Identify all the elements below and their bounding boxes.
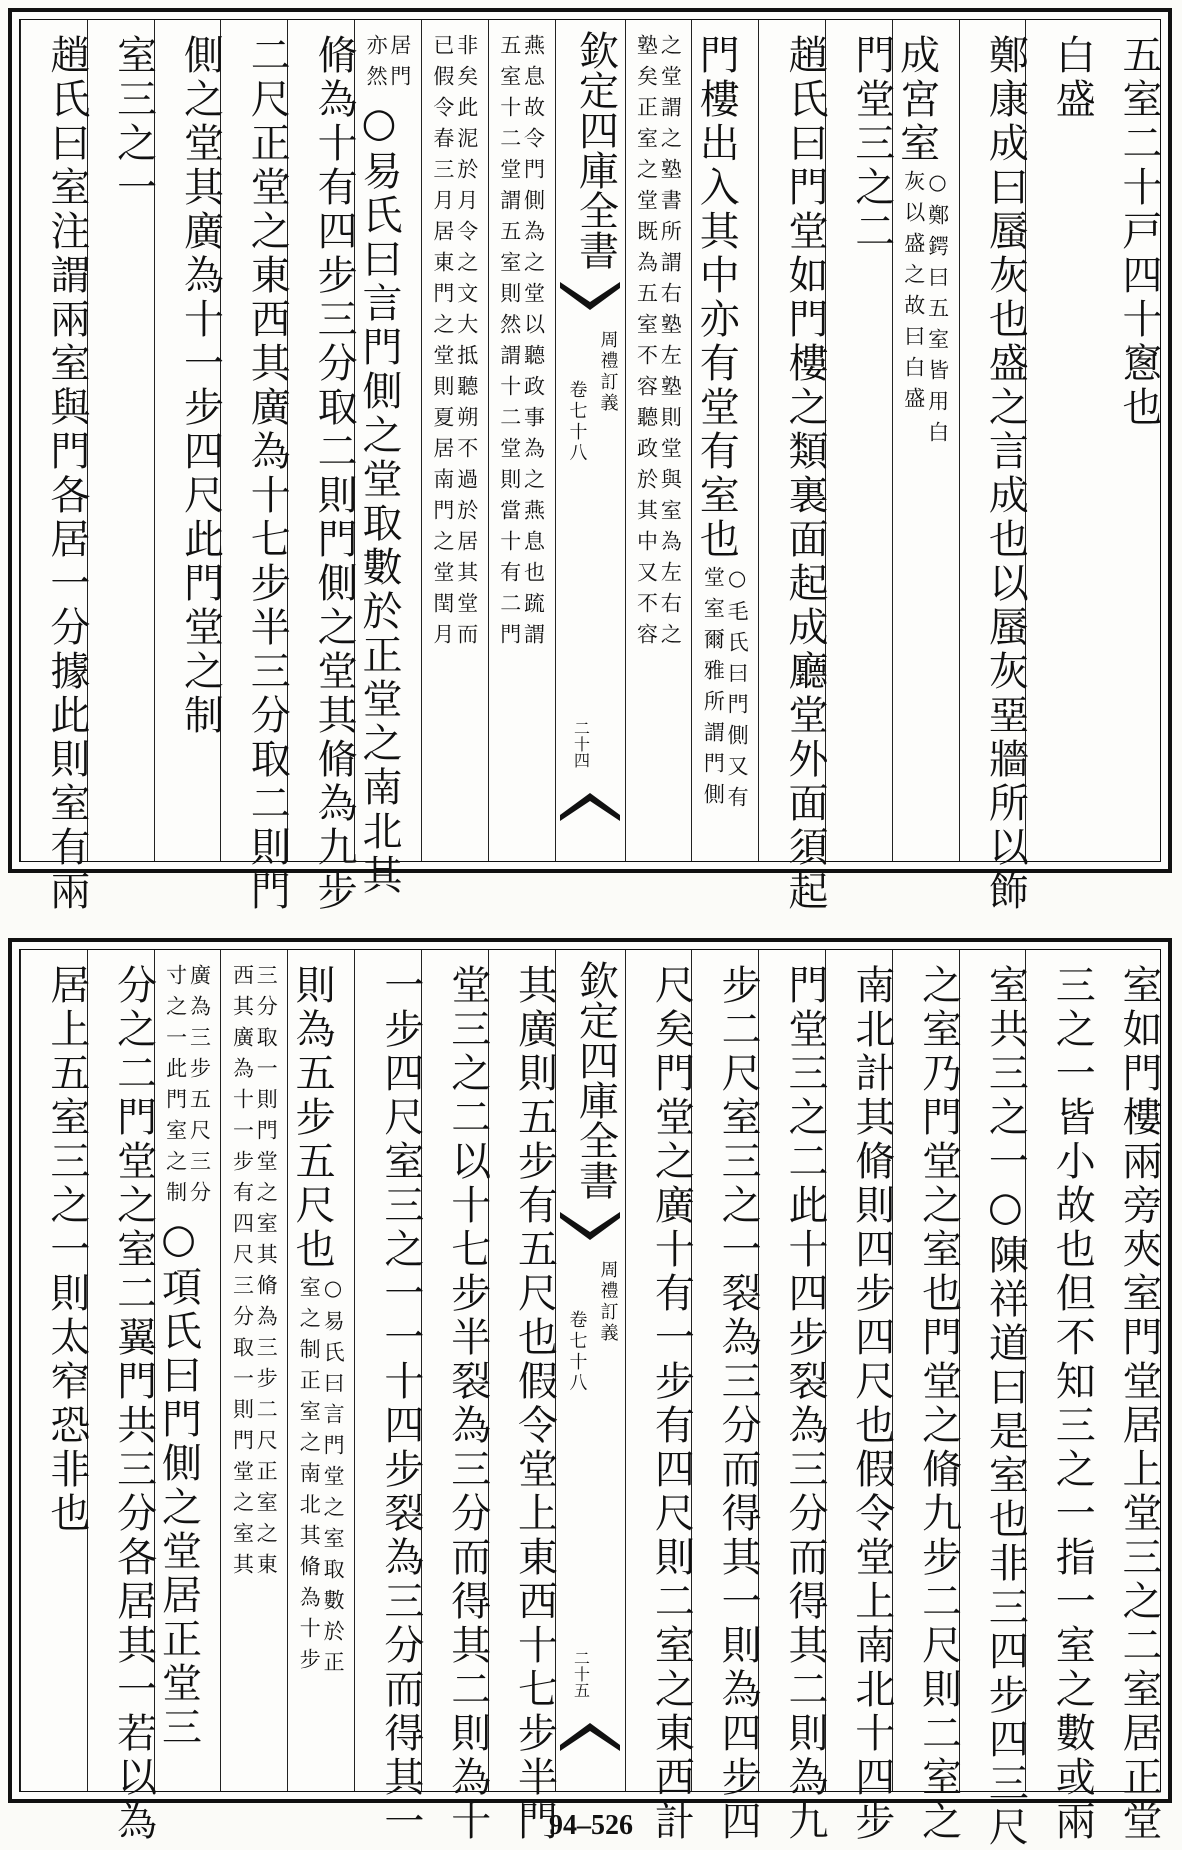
fishtail-mark-bottom-icon bbox=[560, 1723, 620, 1751]
text-column bbox=[220, 950, 287, 1791]
commentary-left: 西其廣為十一步有四尺三分取一則門堂之室其 bbox=[230, 964, 255, 1584]
commentary-left: 五室十二堂謂五室則然謂十二堂則當十有二門 bbox=[497, 34, 522, 654]
column-text: 分之二門堂之室二翼門共三分各居其一若以為 bbox=[110, 964, 157, 1844]
juan-number: 卷七十八 bbox=[566, 380, 588, 464]
commentary-right: 廣為三步五尺三分 bbox=[187, 964, 212, 1212]
column-text: 白盛 bbox=[1049, 34, 1096, 122]
commentary-left: 寸之一此門室之制 bbox=[163, 964, 188, 1212]
column-text: 三之一皆小故也但不知三之一指一室之數或兩 bbox=[1049, 964, 1096, 1844]
text-column bbox=[1025, 20, 1096, 861]
column-text: 堂三之二以十七步半裂為三分而得其二則為十 bbox=[444, 964, 491, 1844]
commentary-right: 燕息故令門側為之堂以聽政事為之燕息也䟽謂 bbox=[521, 34, 546, 654]
text-column bbox=[20, 20, 90, 914]
column-text: 室如門樓兩旁夾室門堂居上堂三之二室居正堂 bbox=[1116, 964, 1162, 1844]
commentary-right: 三分取一則門堂之室其脩為三步二尺正室之東 bbox=[254, 964, 279, 1584]
column-text: 步二尺室三之一裂為三分而得其一則為四步四 bbox=[715, 964, 762, 1844]
commentary-right: ○鄭鍔曰五室皆用白 bbox=[925, 170, 950, 452]
column-text: 室共三之一○陳祥道曰是室也非三四步四三尺 bbox=[982, 964, 1029, 1850]
column-text: 成宮室 bbox=[893, 34, 940, 166]
text-column bbox=[625, 950, 695, 1844]
commentary-right: 居門 bbox=[387, 34, 412, 96]
column-text: ○項氏曰門側之堂居正堂三 bbox=[155, 1216, 202, 1750]
text-column bbox=[825, 950, 895, 1844]
text-column bbox=[87, 20, 157, 861]
commentary-left: 室之制正室之南北其脩為十步 bbox=[297, 1276, 322, 1679]
commentary-left: 灰以盛之故曰白盛 bbox=[901, 170, 926, 418]
text-column bbox=[691, 950, 762, 1844]
text-column bbox=[154, 950, 221, 1791]
column-text: 鄭康成曰蜃灰也盛之言成也以蜃灰堊牆所以飾 bbox=[982, 34, 1029, 914]
page-number: 94–526 bbox=[549, 1810, 633, 1841]
text-column bbox=[20, 950, 90, 1791]
text-column bbox=[1092, 950, 1162, 1844]
column-text: ○易氏曰言門側之堂取數於正堂之南北其 bbox=[355, 100, 402, 898]
commentary-left: 塾矣正室之堂既為五室不容聽政於其中又不容 bbox=[634, 34, 659, 654]
folio-number: 二十四 bbox=[571, 720, 591, 768]
text-column bbox=[892, 950, 962, 1844]
column-text: 尺矣門堂之廣十有一步有四尺則二室之東西計 bbox=[648, 964, 695, 1844]
text-column bbox=[87, 950, 157, 1844]
column-text: 二尺正堂之東西其廣為十七步半三分取二則門 bbox=[244, 34, 291, 914]
column-text: 居上五室三之一則太窄恐非也 bbox=[43, 964, 90, 1536]
commentary-right: ○毛氏曰門側又有 bbox=[725, 566, 750, 817]
text-column bbox=[691, 20, 758, 861]
text-column bbox=[421, 20, 488, 861]
column-text: 則為五步五尺也 bbox=[289, 964, 336, 1272]
column-text: 脩為十有四步三分取二則門側之堂其脩為九步 bbox=[311, 34, 358, 914]
text-column bbox=[287, 950, 354, 1791]
text-column bbox=[758, 20, 828, 914]
book-subtitle: 周禮訂義 bbox=[597, 1260, 619, 1344]
center-fold-spine bbox=[555, 950, 625, 1791]
fishtail-mark-icon bbox=[560, 282, 620, 310]
text-column bbox=[488, 20, 555, 861]
text-column bbox=[220, 20, 291, 914]
text-column bbox=[892, 20, 959, 861]
text-column bbox=[1092, 20, 1162, 861]
column-text: 一步四尺室三之一一十四步裂為三分而得其一 bbox=[377, 964, 424, 1844]
commentary-left: 亦然 bbox=[364, 34, 389, 96]
text-column bbox=[354, 950, 424, 1844]
text-column bbox=[154, 20, 224, 861]
column-text: 其廣則五步有五尺也假令堂上東西十七步半門 bbox=[511, 964, 558, 1844]
book-subtitle: 周禮訂義 bbox=[597, 330, 619, 414]
spine-title: 欽定四庫全書 bbox=[572, 30, 619, 270]
text-column bbox=[625, 20, 692, 861]
text-column bbox=[1025, 950, 1096, 1844]
column-text: 五室二十戸四十窻也 bbox=[1116, 34, 1162, 430]
column-text: 之室乃門堂之室也門堂之脩九步二尺則二室之 bbox=[915, 964, 962, 1844]
page-top bbox=[8, 8, 1172, 914]
column-text: 門堂三之二 bbox=[848, 34, 895, 254]
text-column bbox=[825, 20, 895, 861]
text-column bbox=[488, 950, 558, 1844]
commentary-left: 堂室爾雅所謂門側 bbox=[701, 566, 726, 814]
text-column bbox=[287, 20, 358, 914]
text-column bbox=[421, 950, 491, 1844]
text-column bbox=[959, 950, 1029, 1850]
spine-title: 欽定四庫全書 bbox=[572, 960, 619, 1200]
fishtail-mark-bottom-icon bbox=[560, 793, 620, 821]
commentary-left: 已假令春三月居東門之堂則夏居南門之堂閏月 bbox=[430, 34, 455, 654]
juan-number: 卷七十八 bbox=[566, 1310, 588, 1394]
text-columns-top bbox=[19, 19, 1162, 914]
text-column bbox=[354, 20, 421, 898]
column-text: 門堂三之二此十四步裂為三分而得其二則為九 bbox=[781, 964, 828, 1844]
center-fold-spine bbox=[555, 20, 625, 861]
column-text: 趙氏曰室注謂兩室與門各居一分據此則室有兩 bbox=[43, 34, 90, 914]
column-text: 趙氏曰門堂如門樓之類裏面起成廳堂外面須起 bbox=[781, 34, 828, 914]
column-text: 南北計其脩則四步四尺也假令堂上南北十四步 bbox=[848, 964, 895, 1844]
text-column bbox=[959, 20, 1029, 914]
commentary-right: 之堂謂之塾書所謂右塾左塾則堂與室為左右之 bbox=[658, 34, 683, 654]
column-text: 室三之一 bbox=[110, 34, 157, 210]
text-column bbox=[758, 950, 828, 1844]
fishtail-mark-icon bbox=[560, 1212, 620, 1240]
column-text: 側之堂其廣為十一步四尺此門堂之制 bbox=[177, 34, 224, 738]
column-text: 門樓出入其中亦有堂有室也 bbox=[693, 34, 740, 562]
commentary-right: 非矣此泥於月令之文大抵聽朔不過於居其堂而 bbox=[454, 34, 479, 654]
commentary-right: ○易氏曰言門堂之室取數於正 bbox=[321, 1276, 346, 1682]
folio-number: 二十五 bbox=[571, 1650, 591, 1698]
